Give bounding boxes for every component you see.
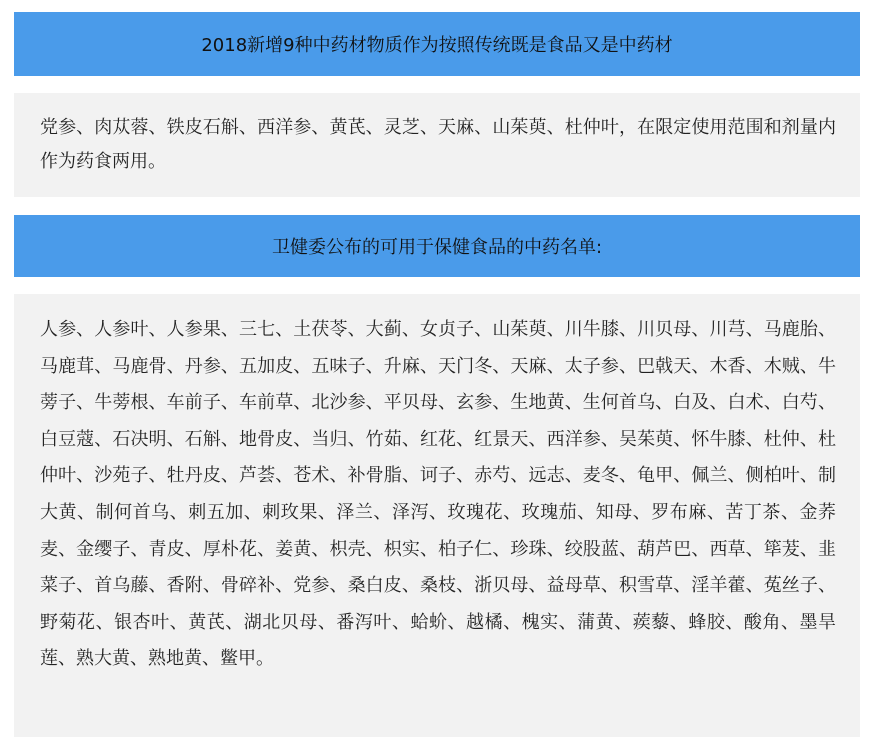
section-body-health-food-list bbox=[14, 294, 860, 737]
section-body-new-herbs bbox=[14, 93, 860, 197]
section-header-health-food-list bbox=[14, 215, 860, 277]
health-food-herbs-paragraph: 人参、人参叶、人参果、三七、土茯苓、大蓟、女贞子、山茱萸、川牛膝、川贝母、川芎、马鹿胎、马鹿茸、马鹿骨、丹参、五加皮、五味子、升麻、天门冬、天麻、太子参、巴戟天、木香、木贼、牛蒡子、牛蒡根、车前子、车前草、北沙参、平贝母、玄参、生地黄、生何首乌、白及、白术、白芍、白豆蔻、石决明、石斛、地骨皮、当归、竹茹、红花、红景天、西洋参、吴茱萸、怀牛膝、杜仲、杜仲叶、沙苑子、牡丹皮、芦荟、苍术、补骨脂、诃子、赤芍、远志、麦冬、龟甲、佩兰、侧柏叶、制大黄、制何首乌、刺五加、刺玫果、泽兰、泽泻、玫瑰花、玫瑰茄、知母、罗布麻、苦丁茶、金荞麦、金缨子、青皮、厚朴花、姜黄、枳壳、枳实、柏子仁、珍珠、绞股蓝、葫芦巴、西草、筚茇、韭菜子、首乌藤、香附、骨碎补、党参、桑白皮、桑枝、浙贝母、益母草、积雪草、淫羊藿、菟丝子、野菊花、银杏叶、黄芪、湖北贝母、番泻叶、蛤蚧、越橘、槐实、蒲黄、蒺藜、蜂胶、酸角、墨旱莲、熟大黄、熟地黄、鳖甲。 bbox=[40, 319, 836, 670]
new-herbs-paragraph: 党参、肉苁蓉、铁皮石斛、西洋参、黄芪、灵芝、天麻、山茱萸、杜仲叶，在限定使用范围和剂量内作为药食两用。 bbox=[40, 117, 836, 172]
section-header-new-herbs bbox=[14, 12, 860, 76]
section-title-new-herbs: 2018新增9种中药材物质作为按照传统既是食品又是中药材 bbox=[201, 35, 673, 56]
section-title-health-food-list: 卫健委公布的可用于保健食品的中药名单: bbox=[271, 237, 603, 258]
